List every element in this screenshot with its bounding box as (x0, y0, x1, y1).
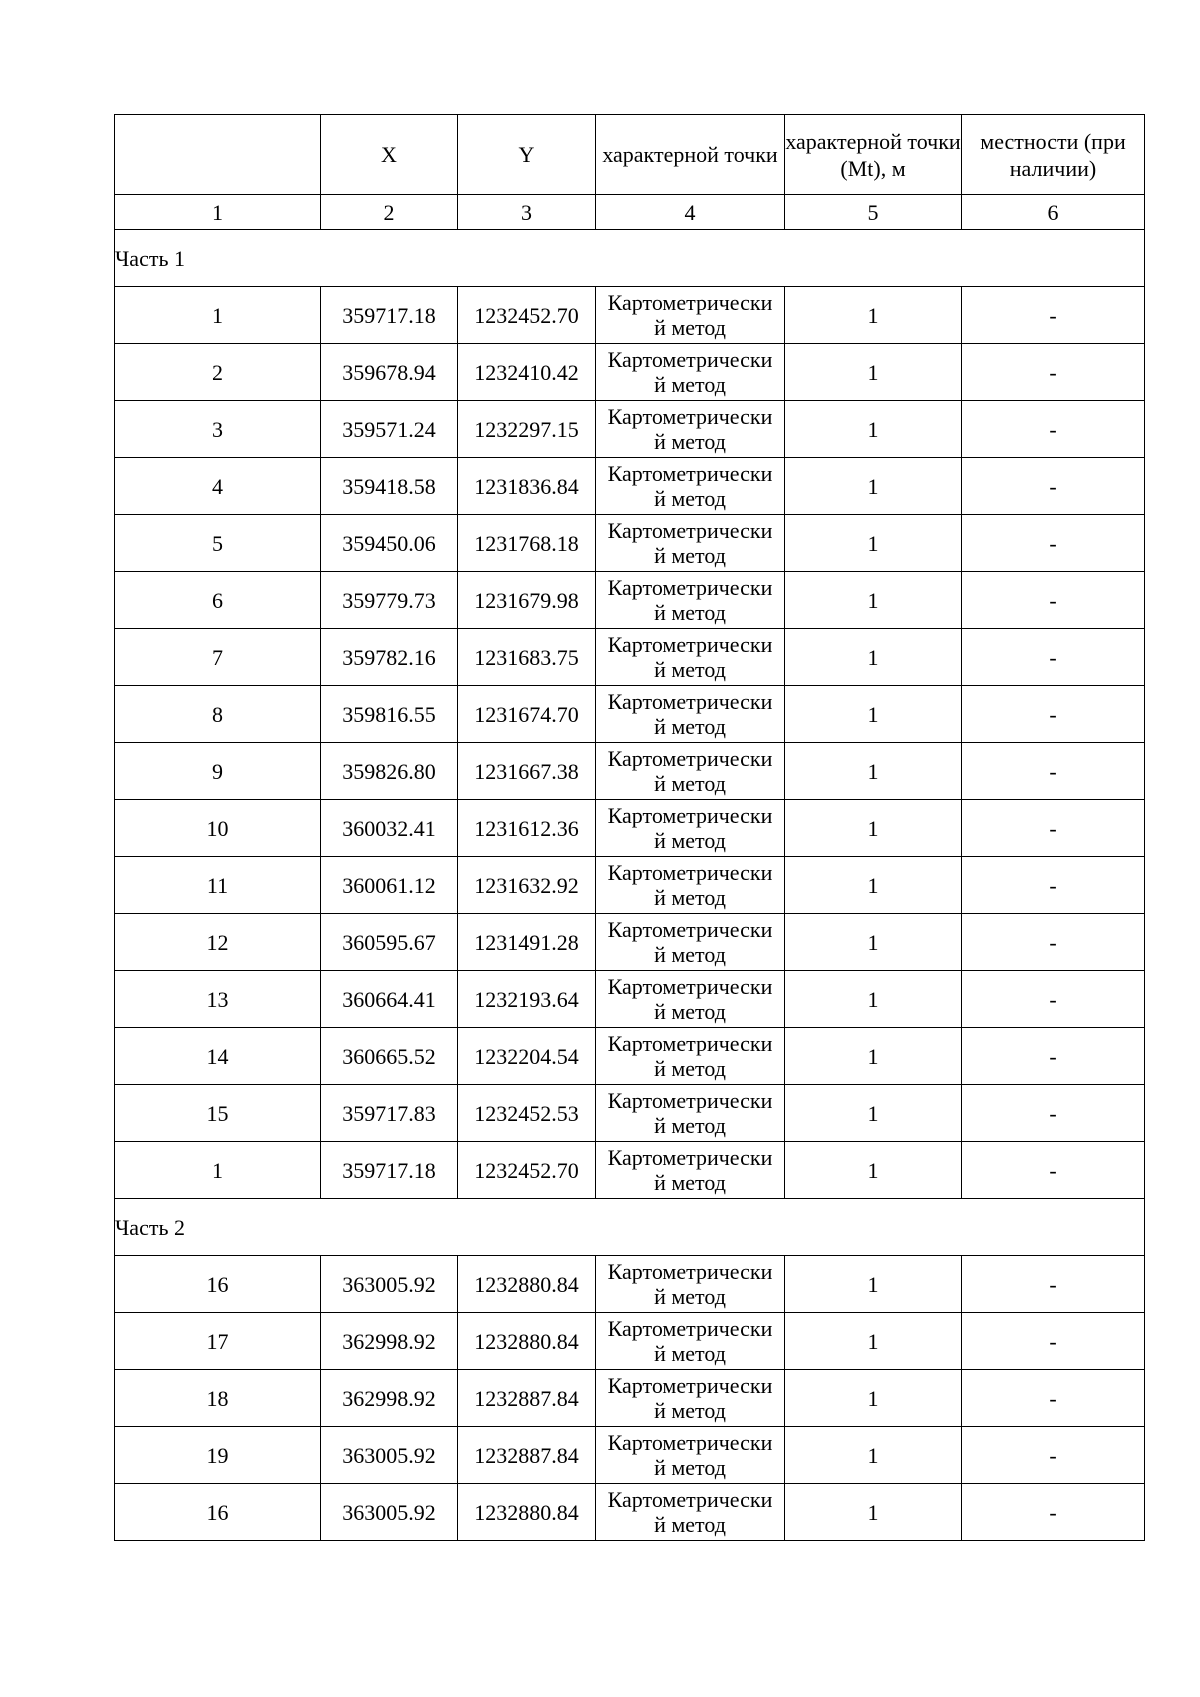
point-number: 6 (115, 572, 321, 629)
method-text-line1: Картометрически (607, 347, 773, 372)
method-text-line2: й метод (654, 1284, 726, 1309)
method-text-line2: й метод (654, 999, 726, 1024)
method-text-line2: й метод (654, 486, 726, 511)
coordinates-document (114, 114, 1144, 1541)
y-coordinate: 1231674.70 (458, 686, 596, 743)
method-cell (596, 287, 785, 344)
point-number: 19 (115, 1427, 321, 1484)
point-number: 8 (115, 686, 321, 743)
table-row (115, 1256, 1145, 1313)
y-coordinate: 1231612.36 (458, 800, 596, 857)
method-text-line1: Картометрически (607, 1145, 773, 1170)
y-coordinate: 1232204.54 (458, 1028, 596, 1085)
method-text-line2: й метод (654, 1512, 726, 1537)
point-number: 12 (115, 914, 321, 971)
accuracy-value: 1 (785, 1313, 962, 1370)
accuracy-value: 1 (785, 971, 962, 1028)
x-coordinate: 363005.92 (321, 1256, 458, 1313)
accuracy-value: 1 (785, 629, 962, 686)
point-number: 5 (115, 515, 321, 572)
y-coordinate: 1231632.92 (458, 857, 596, 914)
method-text-line2: й метод (654, 714, 726, 739)
method-text-line2: й метод (654, 315, 726, 340)
method-cell (596, 1085, 785, 1142)
method-text-line1: Картометрически (607, 1316, 773, 1341)
description-value: - (962, 572, 1145, 629)
method-text-line2: й метод (654, 1341, 726, 1366)
point-number: 1 (115, 1142, 321, 1199)
x-coordinate: 360664.41 (321, 971, 458, 1028)
accuracy-value: 1 (785, 686, 962, 743)
description-value: - (962, 287, 1145, 344)
column-number: 3 (458, 195, 596, 230)
description-value: - (962, 857, 1145, 914)
description-value: - (962, 1142, 1145, 1199)
accuracy-value: 1 (785, 743, 962, 800)
method-text-line2: й метод (654, 1455, 726, 1480)
x-coordinate: 360061.12 (321, 857, 458, 914)
table-row (115, 401, 1145, 458)
method-cell (596, 1142, 785, 1199)
description-value: - (962, 629, 1145, 686)
y-coordinate: 1232887.84 (458, 1370, 596, 1427)
method-cell (596, 971, 785, 1028)
accuracy-value: 1 (785, 572, 962, 629)
point-number: 18 (115, 1370, 321, 1427)
description-value: - (962, 1085, 1145, 1142)
method-text-line2: й метод (654, 1056, 726, 1081)
x-coordinate: 359450.06 (321, 515, 458, 572)
description-value: - (962, 1028, 1145, 1085)
method-text-line1: Картометрически (607, 1487, 773, 1512)
method-cell (596, 743, 785, 800)
method-text-line2: й метод (654, 942, 726, 967)
accuracy-value: 1 (785, 344, 962, 401)
x-coordinate: 363005.92 (321, 1484, 458, 1541)
x-coordinate: 363005.92 (321, 1427, 458, 1484)
header-y: Y (458, 115, 596, 195)
table-row (115, 572, 1145, 629)
description-value: - (962, 914, 1145, 971)
point-number: 7 (115, 629, 321, 686)
header-x: X (321, 115, 458, 195)
description-value: - (962, 1427, 1145, 1484)
header-accuracy: характерной точки (Mt), м (785, 115, 962, 195)
table-row (115, 914, 1145, 971)
point-number: 17 (115, 1313, 321, 1370)
table-row (115, 1427, 1145, 1484)
table-row (115, 857, 1145, 914)
method-text-line1: Картометрически (607, 461, 773, 486)
table-row (115, 458, 1145, 515)
x-coordinate: 359717.18 (321, 287, 458, 344)
x-coordinate: 359782.16 (321, 629, 458, 686)
method-cell (596, 1370, 785, 1427)
part-title: Часть 1 (115, 230, 1145, 287)
method-text-line1: Картометрически (607, 746, 773, 771)
y-coordinate: 1231836.84 (458, 458, 596, 515)
y-coordinate: 1232452.70 (458, 287, 596, 344)
table-row (115, 1484, 1145, 1541)
point-number: 4 (115, 458, 321, 515)
y-coordinate: 1232297.15 (458, 401, 596, 458)
x-coordinate: 359779.73 (321, 572, 458, 629)
accuracy-value: 1 (785, 857, 962, 914)
x-coordinate: 359717.18 (321, 1142, 458, 1199)
table-row (115, 743, 1145, 800)
part-title: Часть 2 (115, 1199, 1145, 1256)
accuracy-value: 1 (785, 1142, 962, 1199)
point-number: 15 (115, 1085, 321, 1142)
column-number: 6 (962, 195, 1145, 230)
accuracy-value: 1 (785, 287, 962, 344)
y-coordinate: 1231768.18 (458, 515, 596, 572)
y-coordinate: 1232452.53 (458, 1085, 596, 1142)
point-number: 2 (115, 344, 321, 401)
x-coordinate: 359571.24 (321, 401, 458, 458)
description-value: - (962, 800, 1145, 857)
method-text-line1: Картометрически (607, 917, 773, 942)
method-cell (596, 401, 785, 458)
method-cell (596, 1028, 785, 1085)
method-text-line2: й метод (654, 1398, 726, 1423)
accuracy-value: 1 (785, 401, 962, 458)
y-coordinate: 1232410.42 (458, 344, 596, 401)
accuracy-value: 1 (785, 800, 962, 857)
description-value: - (962, 515, 1145, 572)
table-row (115, 515, 1145, 572)
x-coordinate: 359678.94 (321, 344, 458, 401)
point-number: 11 (115, 857, 321, 914)
y-coordinate: 1232887.84 (458, 1427, 596, 1484)
method-text-line2: й метод (654, 600, 726, 625)
table-row (115, 971, 1145, 1028)
y-coordinate: 1231683.75 (458, 629, 596, 686)
method-text-line1: Картометрически (607, 632, 773, 657)
x-coordinate: 359816.55 (321, 686, 458, 743)
method-cell (596, 1484, 785, 1541)
point-number: 16 (115, 1256, 321, 1313)
point-number: 1 (115, 287, 321, 344)
method-text-line1: Картометрически (607, 575, 773, 600)
point-number: 13 (115, 971, 321, 1028)
column-number: 4 (596, 195, 785, 230)
method-text-line1: Картометрически (607, 860, 773, 885)
y-coordinate: 1232880.84 (458, 1313, 596, 1370)
accuracy-value: 1 (785, 1484, 962, 1541)
method-cell (596, 686, 785, 743)
header-method: характерной точки (596, 115, 785, 195)
accuracy-value: 1 (785, 1370, 962, 1427)
y-coordinate: 1231667.38 (458, 743, 596, 800)
table-row (115, 1085, 1145, 1142)
description-value: - (962, 686, 1145, 743)
method-text-line1: Картометрически (607, 1373, 773, 1398)
point-number: 3 (115, 401, 321, 458)
description-value: - (962, 458, 1145, 515)
description-value: - (962, 743, 1145, 800)
accuracy-value: 1 (785, 914, 962, 971)
method-text-line1: Картометрически (607, 1259, 773, 1284)
method-text-line2: й метод (654, 1113, 726, 1138)
accuracy-value: 1 (785, 1028, 962, 1085)
method-text-line1: Картометрически (607, 518, 773, 543)
table-row (115, 800, 1145, 857)
table-row (115, 629, 1145, 686)
description-value: - (962, 1256, 1145, 1313)
method-cell (596, 914, 785, 971)
method-text-line2: й метод (654, 771, 726, 796)
method-text-line1: Картометрически (607, 803, 773, 828)
coordinates-table (114, 114, 1145, 1541)
method-text-line1: Картометрически (607, 974, 773, 999)
x-coordinate: 359826.80 (321, 743, 458, 800)
x-coordinate: 360595.67 (321, 914, 458, 971)
accuracy-value: 1 (785, 515, 962, 572)
method-text-line2: й метод (654, 429, 726, 454)
header-row (115, 115, 1145, 195)
table-row (115, 1028, 1145, 1085)
table-row (115, 287, 1145, 344)
x-coordinate: 362998.92 (321, 1313, 458, 1370)
accuracy-value: 1 (785, 1256, 962, 1313)
method-text-line2: й метод (654, 372, 726, 397)
method-cell (596, 1427, 785, 1484)
method-cell (596, 515, 785, 572)
header-point-number (115, 115, 321, 195)
accuracy-value: 1 (785, 458, 962, 515)
description-value: - (962, 344, 1145, 401)
table-row (115, 686, 1145, 743)
y-coordinate: 1232193.64 (458, 971, 596, 1028)
method-cell (596, 857, 785, 914)
x-coordinate: 362998.92 (321, 1370, 458, 1427)
method-text-line2: й метод (654, 885, 726, 910)
header-description: местности (при наличии) (962, 115, 1145, 195)
method-cell (596, 629, 785, 686)
method-cell (596, 1313, 785, 1370)
y-coordinate: 1232880.84 (458, 1256, 596, 1313)
table-row (115, 344, 1145, 401)
point-number: 10 (115, 800, 321, 857)
method-cell (596, 458, 785, 515)
description-value: - (962, 1484, 1145, 1541)
y-coordinate: 1231679.98 (458, 572, 596, 629)
table-row (115, 1142, 1145, 1199)
y-coordinate: 1232880.84 (458, 1484, 596, 1541)
table-row (115, 1370, 1145, 1427)
method-text-line2: й метод (654, 1170, 726, 1195)
method-cell (596, 800, 785, 857)
column-number-row (115, 195, 1145, 230)
method-text-line1: Картометрически (607, 1088, 773, 1113)
table-row (115, 1313, 1145, 1370)
method-text-line2: й метод (654, 828, 726, 853)
method-text-line1: Картометрически (607, 1031, 773, 1056)
y-coordinate: 1231491.28 (458, 914, 596, 971)
description-value: - (962, 1370, 1145, 1427)
description-value: - (962, 971, 1145, 1028)
method-text-line2: й метод (654, 543, 726, 568)
y-coordinate: 1232452.70 (458, 1142, 596, 1199)
accuracy-value: 1 (785, 1085, 962, 1142)
description-value: - (962, 401, 1145, 458)
part-heading-row (115, 230, 1145, 287)
method-text-line2: й метод (654, 657, 726, 682)
column-number: 5 (785, 195, 962, 230)
point-number: 9 (115, 743, 321, 800)
x-coordinate: 359418.58 (321, 458, 458, 515)
x-coordinate: 360665.52 (321, 1028, 458, 1085)
column-number: 2 (321, 195, 458, 230)
point-number: 14 (115, 1028, 321, 1085)
method-text-line1: Картометрически (607, 404, 773, 429)
part-heading-row (115, 1199, 1145, 1256)
method-text-line1: Картометрически (607, 1430, 773, 1455)
method-cell (596, 344, 785, 401)
point-number: 16 (115, 1484, 321, 1541)
column-number: 1 (115, 195, 321, 230)
method-cell (596, 572, 785, 629)
table-body (115, 115, 1145, 1541)
x-coordinate: 360032.41 (321, 800, 458, 857)
method-cell (596, 1256, 785, 1313)
method-text-line1: Картометрически (607, 290, 773, 315)
x-coordinate: 359717.83 (321, 1085, 458, 1142)
description-value: - (962, 1313, 1145, 1370)
accuracy-value: 1 (785, 1427, 962, 1484)
method-text-line1: Картометрически (607, 689, 773, 714)
